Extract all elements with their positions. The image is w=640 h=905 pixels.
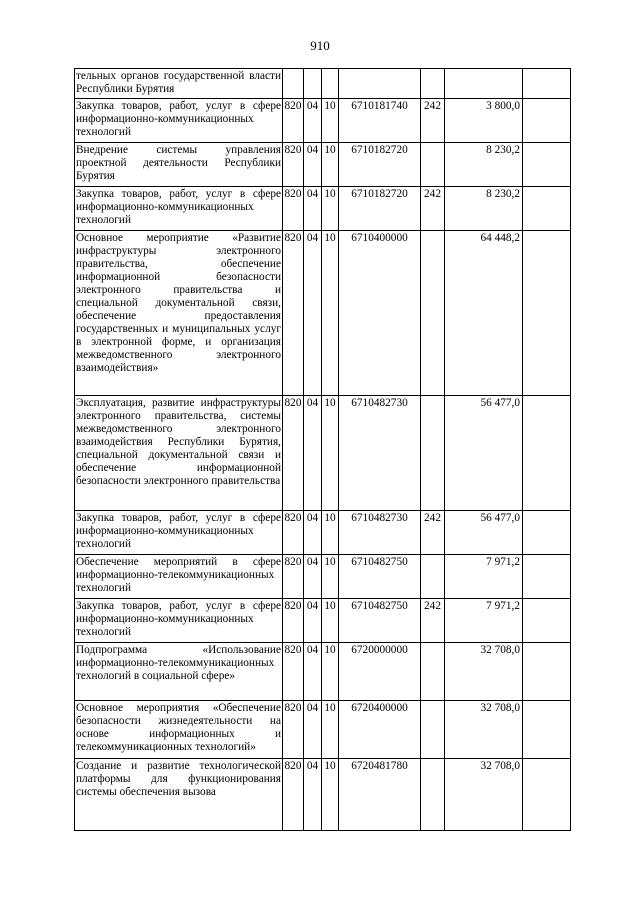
page-number: 910 — [310, 38, 330, 53]
row-sum-cell: 8 230,2 — [445, 187, 523, 231]
table-row — [75, 701, 571, 759]
table-row — [75, 396, 571, 511]
row-csr-cell: 6710181740 — [339, 99, 421, 143]
row-csr-cell: 6710482730 — [339, 396, 421, 511]
row-sum-cell: 64 448,2 — [445, 231, 523, 396]
row-pr-cell: 10 — [322, 701, 339, 759]
row-vr-cell: 242 — [421, 187, 445, 231]
row-sum-cell: 7 971,2 — [445, 599, 523, 643]
row-vr-cell — [421, 555, 445, 599]
row-sum-cell: 8 230,2 — [445, 143, 523, 187]
row-rz-cell: 04 — [304, 701, 322, 759]
row-empty-cell — [523, 599, 571, 643]
row-rz-cell: 04 — [304, 143, 322, 187]
row-gr-cell: 820 — [283, 701, 304, 759]
table-row — [75, 187, 571, 231]
row-vr-cell — [421, 701, 445, 759]
row-vr-cell: 242 — [421, 511, 445, 555]
row-pr-cell: 10 — [322, 396, 339, 511]
row-pr-cell: 10 — [322, 143, 339, 187]
table-row — [75, 231, 571, 396]
row-name-cell: Создание и развитие технологической платформы для функционирования системы обеспечения вызова — [75, 759, 283, 831]
row-csr-cell: 6710182720 — [339, 143, 421, 187]
row-empty-cell — [523, 99, 571, 143]
row-sum-cell: 32 708,0 — [445, 643, 523, 701]
row-sum-cell: 56 477,0 — [445, 511, 523, 555]
row-sum-cell: 32 708,0 — [445, 759, 523, 831]
row-name-cell: Закупка товаров, работ, услуг в сфере информационно-коммуникационных технологий — [75, 511, 283, 555]
table-row — [75, 511, 571, 555]
row-vr-cell — [421, 69, 445, 99]
row-name-cell: Внедрение системы управления проектной деятельности Республики Бурятия — [75, 143, 283, 187]
row-vr-cell: 242 — [421, 99, 445, 143]
row-sum-cell — [445, 69, 523, 99]
row-empty-cell — [523, 759, 571, 831]
row-name-cell: Обеспечение мероприятий в сфере информационно-телекоммуникационных технологий — [75, 555, 283, 599]
row-vr-cell — [421, 396, 445, 511]
row-empty-cell — [523, 396, 571, 511]
row-pr-cell: 10 — [322, 555, 339, 599]
row-pr-cell — [322, 69, 339, 99]
row-pr-cell: 10 — [322, 759, 339, 831]
row-rz-cell: 04 — [304, 555, 322, 599]
table-row — [75, 143, 571, 187]
table-row — [75, 759, 571, 831]
row-sum-cell: 3 800,0 — [445, 99, 523, 143]
row-empty-cell — [523, 187, 571, 231]
row-name-cell: Закупка товаров, работ, услуг в сфере информационно-коммуникационных технологий — [75, 599, 283, 643]
row-name-cell: Подпрограмма «Использование информационно-телекоммуникационных технологий в социальной сфере» — [75, 643, 283, 701]
row-pr-cell: 10 — [322, 511, 339, 555]
row-gr-cell: 820 — [283, 599, 304, 643]
row-rz-cell — [304, 69, 322, 99]
row-sum-cell: 7 971,2 — [445, 555, 523, 599]
row-csr-cell: 6710482750 — [339, 599, 421, 643]
row-empty-cell — [523, 511, 571, 555]
row-vr-cell: 242 — [421, 599, 445, 643]
row-name-cell: Эксплуатация, развитие инфраструктуры электронного правительства, системы межведомственного электронного взаимодействия Республики Бурятия, специальной документальной связи и обеспечение информационной безопасности электронного правительства — [75, 396, 283, 511]
row-csr-cell: 6710400000 — [339, 231, 421, 396]
row-empty-cell — [523, 701, 571, 759]
row-gr-cell: 820 — [283, 99, 304, 143]
table-row — [75, 99, 571, 143]
row-empty-cell — [523, 555, 571, 599]
row-rz-cell: 04 — [304, 99, 322, 143]
row-pr-cell: 10 — [322, 187, 339, 231]
row-csr-cell — [339, 69, 421, 99]
row-gr-cell: 820 — [283, 511, 304, 555]
row-pr-cell: 10 — [322, 231, 339, 396]
table-row — [75, 69, 571, 99]
row-csr-cell: 6720481780 — [339, 759, 421, 831]
row-name-cell: Закупка товаров, работ, услуг в сфере информационно-коммуникационных технологий — [75, 99, 283, 143]
row-name-cell: тельных органов государственной власти Республики Бурятия — [75, 69, 283, 99]
row-csr-cell: 6720000000 — [339, 643, 421, 701]
row-vr-cell — [421, 231, 445, 396]
row-pr-cell: 10 — [322, 643, 339, 701]
row-csr-cell: 6710482750 — [339, 555, 421, 599]
row-gr-cell: 820 — [283, 187, 304, 231]
row-sum-cell: 32 708,0 — [445, 701, 523, 759]
row-rz-cell: 04 — [304, 187, 322, 231]
table-row — [75, 643, 571, 701]
row-gr-cell: 820 — [283, 396, 304, 511]
row-name-cell: Закупка товаров, работ, услуг в сфере информационно-коммуникационных технологий — [75, 187, 283, 231]
row-csr-cell: 6710482730 — [339, 511, 421, 555]
row-rz-cell: 04 — [304, 599, 322, 643]
budget-table — [74, 68, 571, 831]
row-rz-cell: 04 — [304, 643, 322, 701]
row-rz-cell: 04 — [304, 511, 322, 555]
row-name-cell: Основное мероприятие «Развитие инфраструктуры электронного правительства, обеспечение информационной безопасности электронного правительства и специальной документальной связи, обеспечение предоставления государственных и муниципальных услуг в электронной форме, и организация межведомственного электронного взаимодействия» — [75, 231, 283, 396]
row-gr-cell: 820 — [283, 643, 304, 701]
row-sum-cell: 56 477,0 — [445, 396, 523, 511]
row-csr-cell: 6720400000 — [339, 701, 421, 759]
row-gr-cell — [283, 69, 304, 99]
row-gr-cell: 820 — [283, 759, 304, 831]
row-rz-cell: 04 — [304, 396, 322, 511]
row-empty-cell — [523, 231, 571, 396]
table-row — [75, 555, 571, 599]
row-empty-cell — [523, 643, 571, 701]
row-vr-cell — [421, 143, 445, 187]
row-gr-cell: 820 — [283, 555, 304, 599]
row-pr-cell: 10 — [322, 99, 339, 143]
row-pr-cell: 10 — [322, 599, 339, 643]
row-gr-cell: 820 — [283, 143, 304, 187]
row-gr-cell: 820 — [283, 231, 304, 396]
row-name-cell: Основное мероприятия «Обеспечение безопасности жизнедеятельности на основе информационных и телекоммуникационных технологий» — [75, 701, 283, 759]
row-vr-cell — [421, 759, 445, 831]
row-csr-cell: 6710182720 — [339, 187, 421, 231]
row-empty-cell — [523, 69, 571, 99]
table-row — [75, 599, 571, 643]
row-empty-cell — [523, 143, 571, 187]
row-rz-cell: 04 — [304, 231, 322, 396]
row-vr-cell — [421, 643, 445, 701]
row-rz-cell: 04 — [304, 759, 322, 831]
